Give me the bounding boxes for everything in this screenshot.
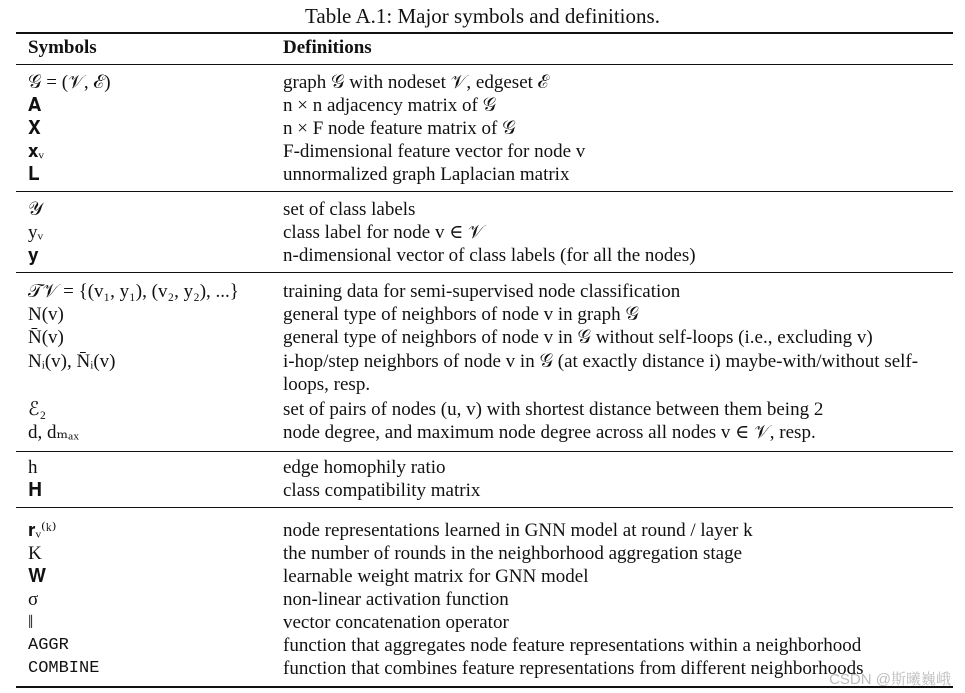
symbol-cell: COMBINE: [28, 659, 100, 678]
definition-cell: i-hop/step neighbors of node v in 𝒢 (at exactly distance i) maybe-with/without self-loops, resp.: [283, 351, 919, 395]
symbol-cell: 𝒢 = (𝒱, ℰ): [28, 72, 111, 93]
definition-cell: F-dimensional feature vector for node v: [283, 141, 586, 162]
table-row: [0, 657, 965, 680]
table-row: [0, 303, 965, 326]
definition-cell: function that aggregates node feature representations within a neighborhood: [283, 635, 862, 656]
definition-cell: n × F node feature matrix of 𝒢: [283, 118, 516, 139]
symbol-cell: 𝐲: [28, 245, 39, 266]
table-row: [0, 398, 965, 421]
header-symbols: Symbols: [28, 37, 97, 58]
symbol-cell: 𝒴: [28, 199, 43, 220]
symbol-cell: K: [28, 543, 42, 564]
header-rule: [16, 64, 953, 65]
table-row: [0, 588, 965, 611]
table-row: [0, 94, 965, 117]
table-row: [0, 71, 965, 94]
table-row: [0, 350, 965, 396]
definition-cell: non-linear activation function: [283, 589, 509, 610]
symbol-cell: h: [28, 457, 38, 478]
symbol-cell: N(v): [28, 304, 64, 325]
table-row: [0, 163, 965, 186]
definition-cell: class label for node v ∈ 𝒱: [283, 222, 484, 243]
watermark-text: CSDN @斯曦巍峨: [829, 671, 951, 688]
group-divider: [16, 272, 953, 273]
table-caption: Table A.1: Major symbols and definitions.: [305, 4, 660, 28]
symbol-cell: σ: [28, 589, 39, 610]
table-row: [0, 421, 965, 444]
symbol-cell: 𝒯𝒱 = {(v₁, y₁), (v₂, y₂), ...}: [28, 281, 239, 302]
definition-cell: function that combines feature representations from different neighborhoods: [283, 658, 864, 679]
definition-cell: node representations learned in GNN model at round / layer k: [283, 520, 753, 541]
table-row: [0, 140, 965, 163]
definition-cell: n × n adjacency matrix of 𝒢: [283, 95, 497, 116]
symbol-cell: 𝐫ᵥ⁽ᵏ⁾: [28, 520, 57, 541]
definition-cell: learnable weight matrix for GNN model: [283, 566, 589, 587]
table-row: [0, 280, 965, 303]
symbol-cell: N̄(v): [28, 327, 64, 348]
definition-cell: training data for semi-supervised node classification: [283, 281, 681, 302]
table-row: [0, 244, 965, 267]
header-definitions: Definitions: [283, 37, 372, 58]
table-row: [0, 221, 965, 244]
table-row: [0, 542, 965, 565]
definition-cell: unnormalized graph Laplacian matrix: [283, 164, 570, 185]
definition-cell: set of class labels: [283, 199, 416, 220]
symbol-cell: 𝐇: [28, 480, 43, 501]
definition-cell: node degree, and maximum node degree across all nodes v ∈ 𝒱, resp.: [283, 422, 816, 443]
definition-cell: set of pairs of nodes (u, v) with shortest distance between them being 2: [283, 399, 824, 420]
group-divider: [16, 507, 953, 508]
top-rule: [16, 32, 953, 34]
symbol-cell: d, dₘₐₓ: [28, 422, 79, 443]
symbol-cell: yᵥ: [28, 222, 44, 243]
group-divider: [16, 451, 953, 452]
definition-cell: graph 𝒢 with nodeset 𝒱, edgeset ℰ: [283, 72, 549, 93]
definition-cell: the number of rounds in the neighborhood aggregation stage: [283, 543, 743, 564]
definition-cell: general type of neighbors of node v in graph 𝒢: [283, 304, 639, 325]
table-row: [0, 479, 965, 502]
symbol-cell: 𝐱ᵥ: [28, 141, 45, 162]
bottom-rule: [16, 686, 953, 688]
table-row: [0, 326, 965, 349]
group-divider: [16, 191, 953, 192]
table-row: [0, 198, 965, 221]
definition-cell: n-dimensional vector of class labels (for all the nodes): [283, 245, 696, 266]
table-row: [0, 519, 965, 542]
table-row: [0, 456, 965, 479]
definition-cell: class compatibility matrix: [283, 480, 481, 501]
symbol-cell: 𝐖: [28, 566, 47, 587]
table-row: [0, 565, 965, 588]
symbol-cell: AGGR: [28, 636, 69, 655]
symbol-cell: 𝐋: [28, 164, 40, 185]
definition-cell: edge homophily ratio: [283, 457, 446, 478]
symbol-cell: ‖: [28, 612, 34, 633]
table-row: [0, 611, 965, 634]
symbol-cell: Nᵢ(v), N̄ᵢ(v): [28, 351, 116, 372]
symbol-cell: 𝐗: [28, 118, 41, 139]
definition-cell: vector concatenation operator: [283, 612, 509, 633]
definition-cell: general type of neighbors of node v in 𝒢 without self-loops (i.e., excluding v): [283, 327, 873, 348]
symbol-cell: ℰ₂: [28, 399, 47, 420]
symbol-cell: 𝐀: [28, 95, 42, 116]
table-row: [0, 117, 965, 140]
table-row: [0, 634, 965, 657]
